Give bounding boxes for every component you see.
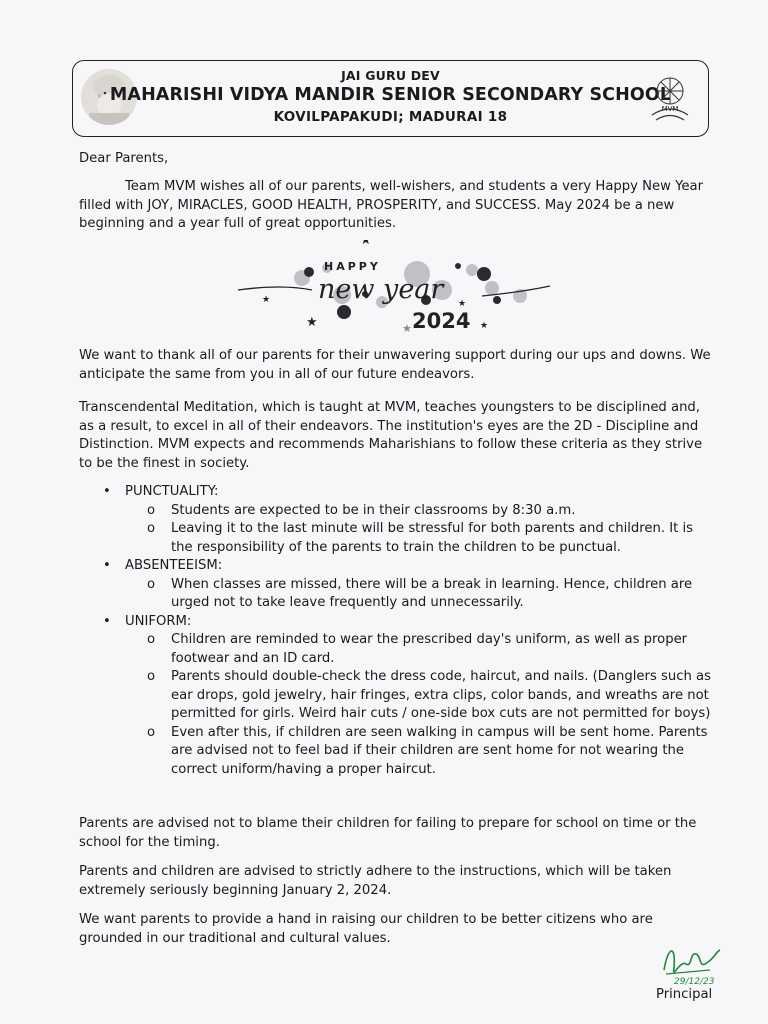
rule-item: o Leaving it to the last minute will be stressful for both parents and children. It is the responsibility of the parents to train the children to be punctual. bbox=[147, 521, 694, 555]
school-name: MAHARISHI VIDYA MANDIR SENIOR SECONDARY SCHOOL bbox=[109, 85, 672, 105]
svg-text:★: ★ bbox=[360, 240, 372, 248]
letterhead bbox=[72, 60, 709, 137]
blame-paragraph: Parents are advised not to blame their children for failing to prepare for school on time or the school for the timing. bbox=[79, 816, 697, 850]
rule-item: o Students are expected to be in their classrooms by 8:30 a.m. bbox=[147, 502, 576, 518]
svg-text:★: ★ bbox=[262, 295, 271, 305]
signature-date: 29/12/23 bbox=[674, 977, 715, 987]
new-year-script: new year bbox=[318, 274, 444, 305]
school-emblem bbox=[642, 73, 698, 125]
header-motto: JAI GURU DEV bbox=[341, 68, 440, 83]
rule-item: o Parents should double-check the dress code, haircut, and nails. (Danglers such as ear drops, gold jewelry, hair fringes, extra clips, color bands, and wreaths are not permitted for girls. Weird hair cuts / one-side box cuts are not permitted for boys) bbox=[147, 669, 712, 721]
adhere-paragraph: Parents and children are advised to strictly adhere to the instructions, which will be taken extremely seriously beginning January 2, 2024. bbox=[79, 864, 672, 898]
school-address: KOVILPAPAKUDI; MADURAI 18 bbox=[273, 109, 508, 125]
svg-text:★: ★ bbox=[306, 315, 318, 330]
intro-paragraph: Team MVM wishes all of our parents, well-wishers, and students a very Happy New Year filled with JOY, MIRACLES, GOOD HEALTH, PROSPERITY, and SUCCESS. May 2024 be a new beginning and a year full of great opportunities. bbox=[79, 179, 704, 231]
rule-heading: • UNIFORM: bbox=[103, 613, 192, 629]
year-text: 2024 bbox=[412, 309, 471, 333]
svg-text:★: ★ bbox=[480, 321, 489, 331]
closing-title: Principal bbox=[656, 987, 713, 1002]
happy-text: HAPPY bbox=[324, 260, 381, 273]
rule-heading: • ABSENTEEISM: bbox=[103, 558, 223, 573]
happy-new-year-graphic bbox=[232, 240, 562, 340]
rule-item: o Even after this, if children are seen walking in campus will be sent home. Parents are advised not to feel bad if their children are sent home for not wearing the correct uniform/having a proper haircut. bbox=[147, 724, 708, 777]
rule-item: o Children are reminded to wear the prescribed day's uniform, as well as proper footwear and an ID card. bbox=[147, 632, 688, 666]
svg-text:★: ★ bbox=[402, 322, 412, 335]
rule-item: o When classes are missed, there will be a break in learning. Hence, children are urged not to take leave frequently and unnecessarily. bbox=[147, 576, 693, 610]
salutation: Dear Parents, bbox=[79, 151, 169, 166]
rule-heading: • PUNCTUALITY: bbox=[103, 484, 219, 499]
thanks-paragraph: We want to thank all of our parents for their unwavering support during our ups and downs. We anticipate the same from you in all of our future endeavors. bbox=[79, 348, 711, 382]
values-paragraph: We want parents to provide a hand in raising our children to be better citizens who are grounded in our traditional and cultural values. bbox=[79, 912, 653, 946]
principal-signature bbox=[656, 940, 724, 988]
svg-text:★: ★ bbox=[458, 299, 467, 309]
rules-list bbox=[79, 483, 719, 779]
meditation-paragraph: Transcendental Meditation, which is taught at MVM, teaches youngsters to be disciplined and, as a result, to excel in all of their endeavors. The institution's eyes are the 2D - Discipline and Distinction. MVM expects and recommends Maharishians to follow these criteria as they strive to be the finest in society. bbox=[79, 400, 703, 471]
svg-text:MVM: MVM bbox=[661, 105, 679, 113]
